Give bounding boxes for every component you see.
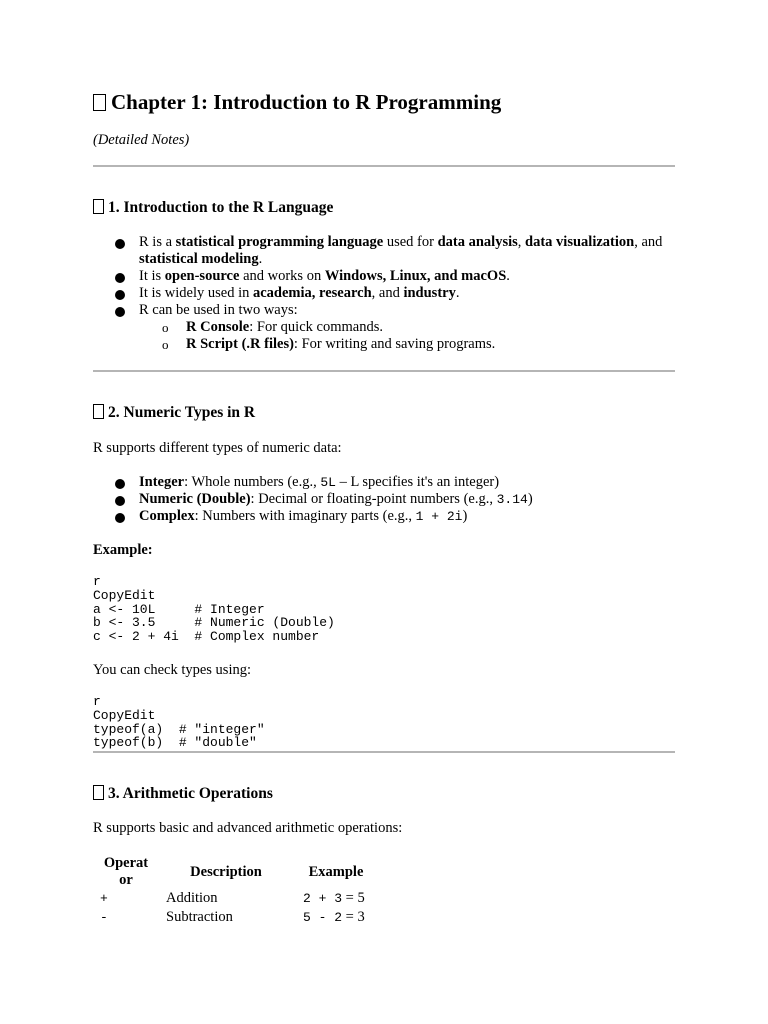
column-header-example: Example: [308, 863, 364, 880]
example-label: Example:: [93, 542, 153, 558]
section-heading-1: 1. Introduction to the R Language: [93, 198, 333, 218]
divider: [93, 751, 675, 753]
missing-glyph-icon: [93, 404, 104, 419]
description-cell: Addition: [166, 890, 218, 906]
subtitle: (Detailed Notes): [93, 132, 190, 148]
missing-glyph-icon: [93, 199, 104, 214]
bullet-list: [93, 234, 675, 353]
paragraph: You can check types using:: [93, 662, 252, 678]
divider: [93, 370, 675, 372]
bullet-icon: [115, 273, 125, 283]
circle-bullet-icon: o: [162, 320, 169, 335]
operations-table: [93, 855, 379, 927]
code-block: r CopyEdit a <- 10L # Integer b <- 3.5 # Numeric (Double) c <- 2 + 4i # Complex number: [93, 574, 335, 645]
column-header-operator: Operat or: [103, 855, 149, 888]
list-item: Numeric (Double): Decimal or floating-point numbers (e.g., 3.14): [93, 491, 675, 508]
column-header-description: Description: [190, 863, 262, 880]
bullet-icon: [115, 496, 125, 506]
page-title: Chapter 1: Introduction to R Programming: [93, 89, 501, 115]
bullet-icon: [115, 239, 125, 249]
bullet-icon: [115, 513, 125, 523]
code-block: r CopyEdit typeof(a) # "integer" typeof(b) # "double": [93, 694, 265, 751]
section-intro: R supports basic and advanced arithmetic operations:: [93, 820, 403, 836]
list-item: It is widely used in academia, research, and industry.: [93, 285, 675, 302]
divider: [93, 165, 675, 167]
table-row: [93, 889, 379, 908]
bullet-icon: [115, 479, 125, 489]
example-cell: 5 - 2 = 3: [303, 909, 365, 925]
bullet-icon: [115, 290, 125, 300]
table-row: [93, 908, 379, 927]
description-cell: Subtraction: [166, 909, 233, 925]
operator-cell: -: [100, 910, 108, 925]
list-item: R is a statistical programming language used for data analysis, data visualization, and statistical modeling.: [93, 234, 675, 268]
missing-glyph-icon: [93, 785, 104, 800]
operator-cell: +: [100, 891, 108, 906]
section-heading-2: 2. Numeric Types in R: [93, 403, 255, 423]
bullet-icon: [115, 307, 125, 317]
circle-bullet-icon: o: [162, 337, 169, 352]
sub-list-item: o R Script (.R files): For writing and saving programs.: [162, 336, 496, 352]
sub-list-item: o R Console: For quick commands.: [162, 319, 383, 335]
list-item: R can be used in two ways: o R Console: For quick commands. o R Script (.R files): For writing and saving programs.: [93, 302, 675, 353]
example-cell: 2 + 3 = 5: [303, 890, 365, 906]
missing-glyph-icon: [93, 94, 106, 111]
table-header-row: [93, 855, 379, 889]
sub-bullet-list: [93, 319, 675, 353]
list-item: Complex: Numbers with imaginary parts (e.g., 1 + 2i): [93, 508, 675, 525]
section-heading-3: 3. Arithmetic Operations: [93, 784, 273, 804]
list-item: Integer: Whole numbers (e.g., 5L – L specifies it's an integer): [93, 474, 675, 491]
list-item: It is open-source and works on Windows, Linux, and macOS.: [93, 268, 675, 285]
bullet-list: [93, 474, 675, 525]
section-intro: R supports different types of numeric data:: [93, 440, 342, 456]
